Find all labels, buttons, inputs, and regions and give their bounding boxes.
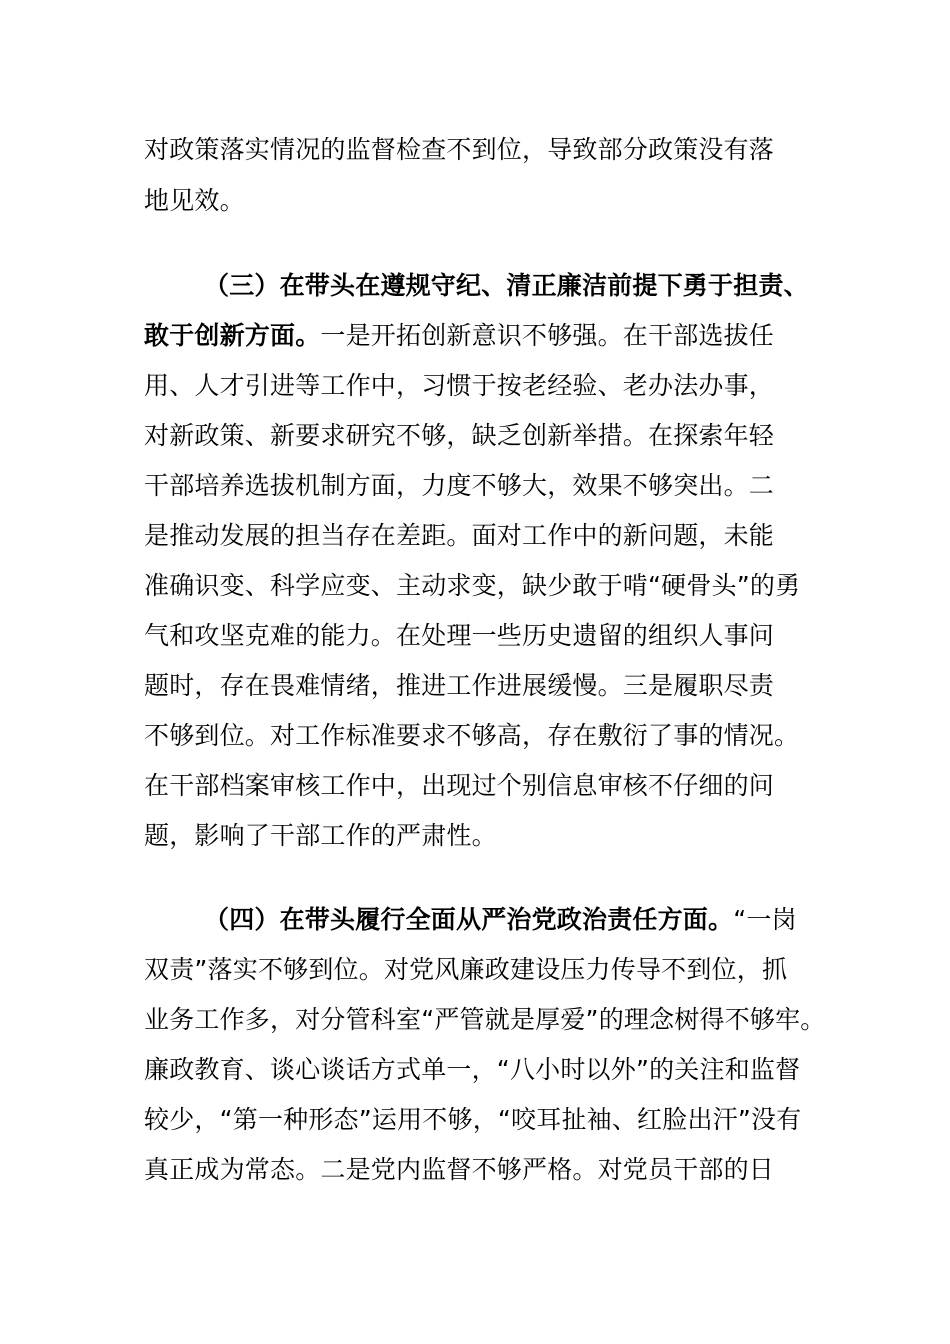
text-line — [144, 319, 774, 353]
section-heading-4: （四）在带头履行全面从严治党政治责任方面。 — [204, 905, 734, 934]
text-line: 廉政教育、谈心谈话方式单一，“八小时以外”的关注和监督 — [144, 1055, 801, 1084]
text-line: 准确识变、科学应变、主动求变，缺少敢于啃“硬骨头”的勇 — [144, 571, 801, 600]
text-line: 气和攻坚克难的能力。在处理一些历史遗留的组织人事问 — [144, 621, 775, 650]
text-line: 真正成为常态。二是党内监督不够严格。对党员干部的日 — [144, 1155, 775, 1184]
section-heading-3: （三）在带头在遵规守纪、清正廉洁前提下勇于担责、 — [204, 271, 809, 300]
text-line: 较少，“第一种形态”运用不够，“咬耳扯袖、红脸出汗”没有 — [144, 1105, 802, 1134]
text-line: 干部培养选拔机制方面，力度不够大，效果不够突出。二 — [144, 471, 775, 500]
text-line: 用、人才引进等工作中，习惯于按老经验、老办法办事， — [144, 371, 775, 400]
text-line: 题，影响了干部工作的严肃性。 — [144, 821, 497, 850]
text-line: 是推动发展的担当存在差距。面对工作中的新问题，未能 — [144, 521, 775, 550]
text-span: 一是开拓创新意识不够强。在干部选拔任 — [320, 321, 775, 350]
text-line: 双责”落实不够到位。对党风廉政建设压力传导不到位，抓 — [144, 955, 788, 984]
text-line: 地见效。 — [144, 186, 245, 215]
text-line: 对政策落实情况的监督检查不到位，导致部分政策没有落 — [144, 135, 775, 164]
section-heading-3-cont: 敢于创新方面。 — [144, 321, 321, 350]
text-line: 业务工作多，对分管科室“严管就是厚爱”的理念树得不够牢。 — [144, 1005, 826, 1034]
text-line: 对新政策、新要求研究不够，缺乏创新举措。在探索年轻 — [144, 421, 775, 450]
text-span: “一岗 — [733, 905, 797, 934]
text-line: 不够到位。对工作标准要求不够高，存在敷衍了事的情况。 — [144, 721, 800, 750]
text-line: 在干部档案审核工作中，出现过个别信息审核不仔细的问 — [144, 771, 775, 800]
text-line: 题时，存在畏难情绪，推进工作进展缓慢。三是履职尽责 — [144, 671, 775, 700]
text-line — [204, 903, 797, 937]
